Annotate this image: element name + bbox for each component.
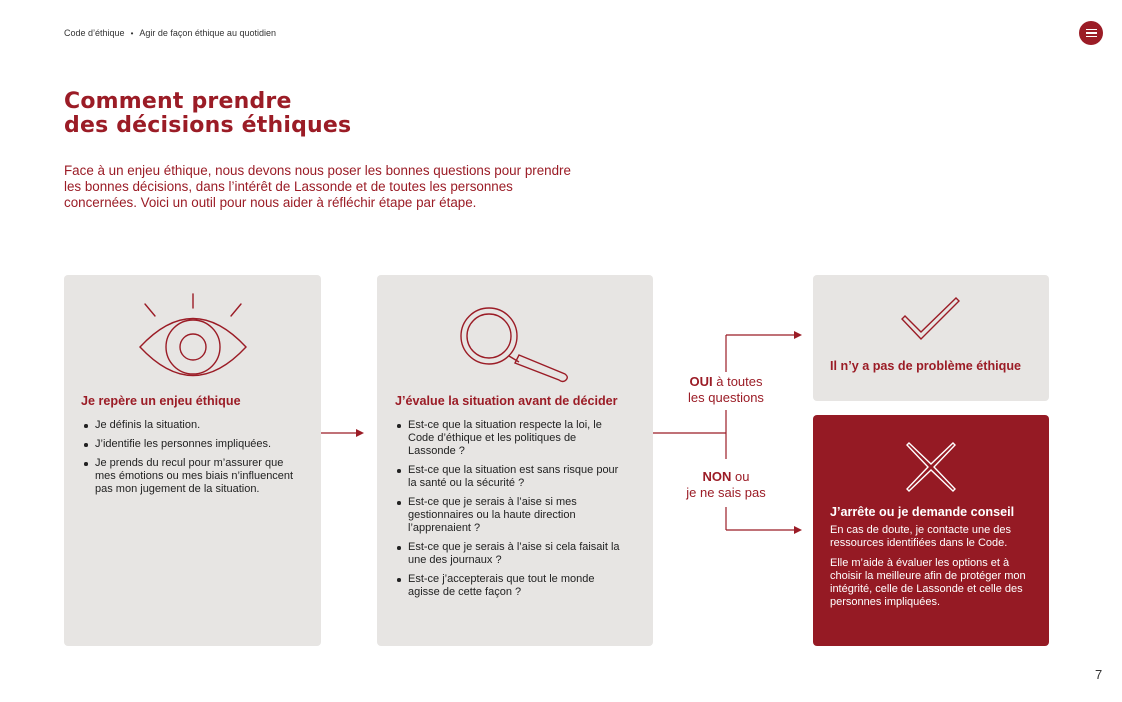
step2-card [377, 275, 653, 646]
hamburger-menu-icon-line [1086, 36, 1097, 38]
list-item: J’identifie les personnes impliquées. [82, 438, 304, 451]
eye-icon [138, 292, 248, 374]
step1-list [82, 419, 304, 502]
branch-no-text2: je ne sais pas [686, 485, 766, 500]
arrowhead-step2 [356, 429, 364, 437]
breadcrumb-item-code[interactable]: Code d’éthique [64, 28, 125, 38]
list-item: Est-ce que je serais à l’aise si mes gestionnaires ou la haute direction l’apprenaient ? [395, 496, 625, 535]
magnifying-glass-icon [459, 306, 571, 382]
list-item: Est-ce que la situation est sans risque pour la santé ou la sécurité ? [395, 464, 625, 490]
branch-yes-text2: les questions [688, 390, 764, 405]
list-item: Est-ce j’accepterais que tout le monde agisse de cette façon ? [395, 573, 625, 599]
branch-yes-label [670, 374, 782, 406]
intro-paragraph: Face à un enjeu éthique, nous devons nous poser les bonnes questions pour prendre les bonnes décisions, dans l’intérêt de Lassonde et de toutes les personnes concernées. Voici un outil pour nous aider à réfléchir étape par étape. [64, 163, 571, 210]
outcome-stop-text1: En cas de doute, je contacte une des ressources identifiées dans le Code. [830, 524, 1012, 549]
checkmark-icon [901, 297, 961, 343]
hamburger-menu-icon [1086, 29, 1097, 31]
breadcrumb-separator: • [130, 28, 134, 38]
list-item: Je définis la situation. [82, 419, 304, 432]
branch-no-label [670, 469, 782, 501]
page-number: 7 [1095, 667, 1103, 682]
breadcrumb [64, 28, 276, 38]
arrowhead-stop [794, 526, 802, 534]
outcome-stop-text2: Elle m’aide à évaluer les options et à choisir la meilleure afin de protéger mon intégrité, celle de Lassonde et celle des personnes impliquées. [830, 557, 1026, 608]
step2-title: J’évalue la situation avant de décider [395, 394, 618, 408]
branch-yes-bold: OUI [689, 374, 713, 389]
cross-icon [906, 442, 956, 492]
outcome-ok-card [813, 275, 1049, 401]
outcome-stop-title: J’arrête ou je demande conseil [830, 505, 1015, 519]
branch-yes-text1: à toutes [712, 374, 763, 389]
page-title-line1: Comment prendre [64, 89, 292, 114]
page-title [64, 90, 351, 138]
outcome-ok-title: Il n’y a pas de problème éthique [830, 359, 1022, 373]
branch-no-bold: NON [702, 469, 732, 484]
branch-no-text1: ou [731, 469, 750, 484]
outcome-stop-card [813, 415, 1049, 646]
arrowhead-ok [794, 331, 802, 339]
list-item: Je prends du recul pour m’assurer que mes émotions ou mes biais n’influencent pas mon jugement de la situation. [82, 457, 304, 496]
step1-card [64, 275, 321, 646]
menu-button[interactable] [1079, 21, 1103, 45]
hamburger-menu-icon-line [1086, 32, 1097, 34]
step2-list [395, 419, 625, 605]
list-item: Est-ce que la situation respecte la loi, le Code d’éthique et les politiques de Lassonde ? [395, 419, 625, 458]
page-title-line2: des décisions éthiques [64, 113, 352, 138]
breadcrumb-item-section[interactable]: Agir de façon éthique au quotidien [139, 28, 276, 38]
step1-title: Je repère un enjeu éthique [81, 394, 241, 408]
list-item: Est-ce que je serais à l’aise si cela faisait la une des journaux ? [395, 541, 625, 567]
